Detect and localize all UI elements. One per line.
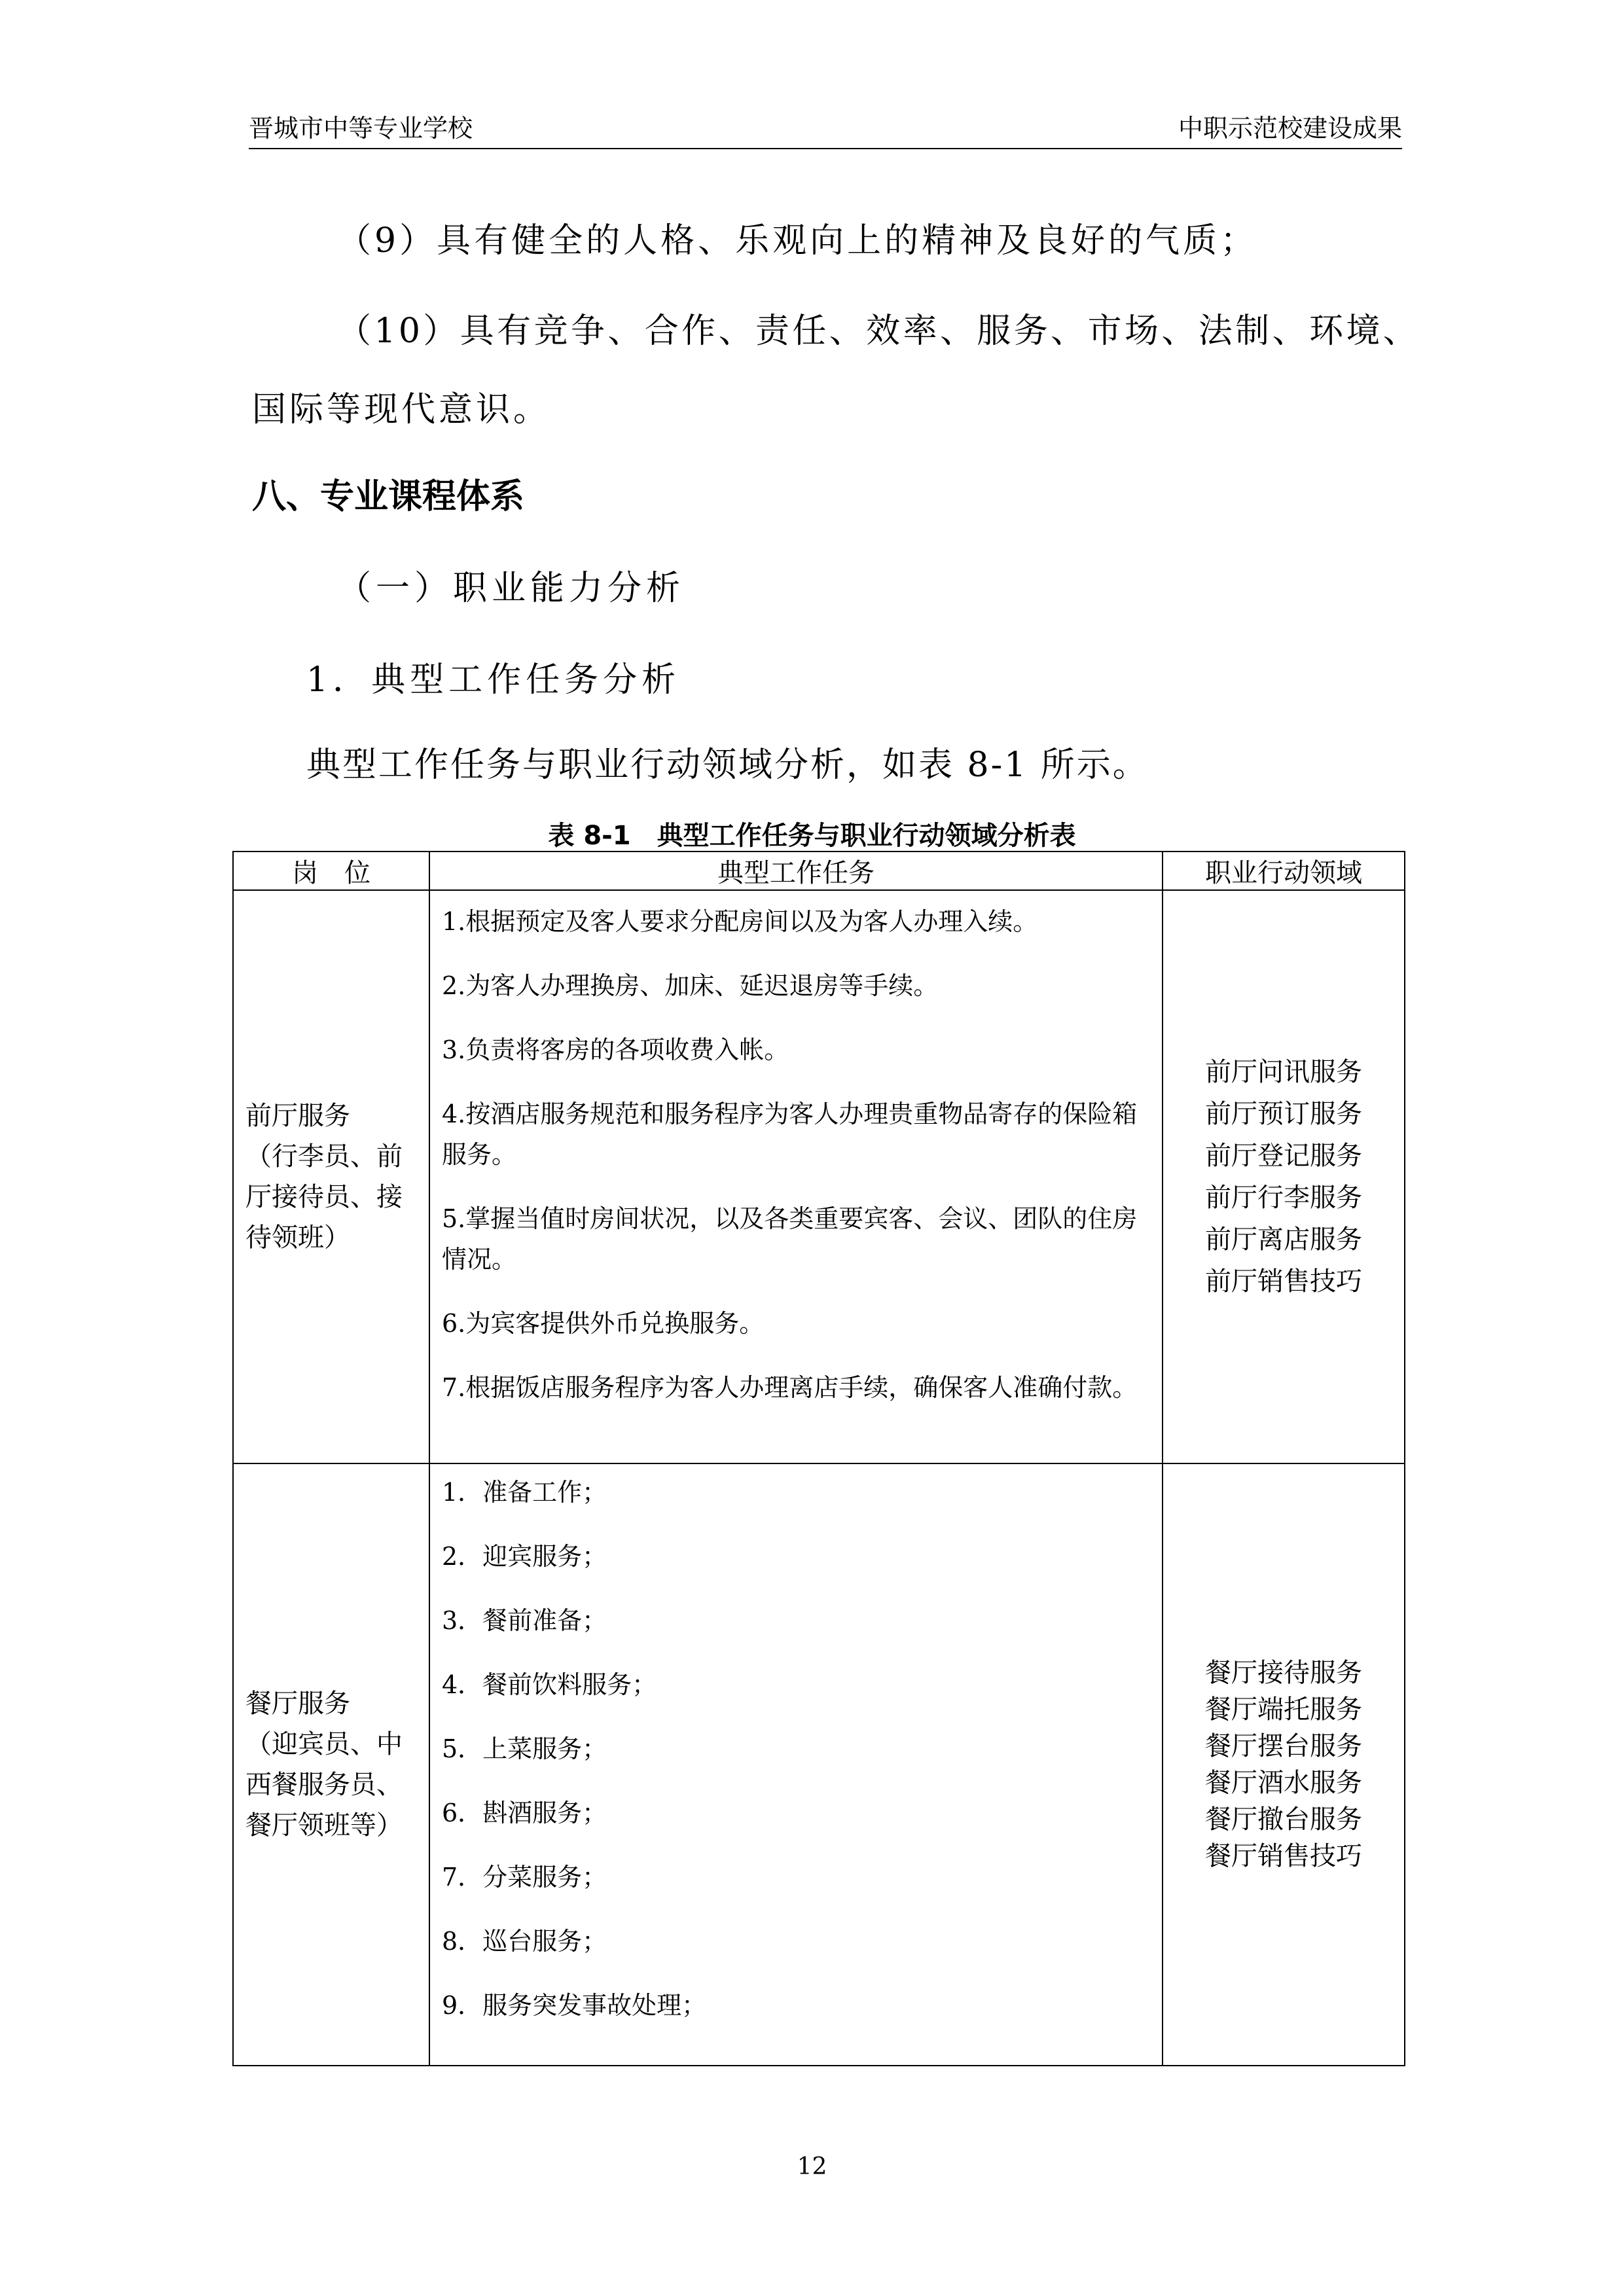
task-item: 5．上菜服务； xyxy=(442,1734,607,1763)
task-item: 7．分菜服务； xyxy=(442,1863,607,1892)
post-detail: 西餐服务员、 xyxy=(245,1770,403,1800)
field-item: 餐厅撤台服务 xyxy=(1205,1804,1362,1835)
table-header-row xyxy=(233,852,1405,890)
post-detail: （迎宾员、中 xyxy=(245,1729,403,1759)
header-tasks: 典型工作任务 xyxy=(429,852,1163,890)
section-heading: 八、专业课程体系 xyxy=(252,477,525,516)
task-item: 3．餐前准备； xyxy=(442,1606,607,1635)
post-cell xyxy=(233,1463,429,2066)
table-row xyxy=(233,1463,1405,2066)
field-item: 餐厅端托服务 xyxy=(1205,1695,1362,1725)
paragraph-item-10-line-1: （10）具有竞争、合作、责任、效率、服务、市场、法制、环境、 xyxy=(337,312,1420,351)
header-post: 岗 位 xyxy=(233,852,429,890)
task-item: 4．餐前饮料服务； xyxy=(442,1670,657,1699)
table-reference-paragraph: 典型工作任务与职业行动领域分析，如表 8-1 所示。 xyxy=(306,745,1149,785)
subsection-heading: （一）职业能力分析 xyxy=(337,569,685,608)
task-item: 4.按酒店服务规范和服务程序为客人办理贵重物品寄存的保险箱服务。 xyxy=(442,1100,1138,1169)
task-item: 3.负责将客房的各项收费入帐。 xyxy=(442,1035,789,1064)
task-item: 2.为客人办理换房、加床、延迟退房等手续。 xyxy=(442,971,939,1000)
field-item: 餐厅酒水服务 xyxy=(1205,1768,1362,1798)
page-number: 12 xyxy=(797,2153,827,2180)
fields-cell xyxy=(1163,1463,1405,2066)
field-item: 餐厅接待服务 xyxy=(1205,1658,1362,1688)
post-cell xyxy=(233,890,429,1463)
post-detail: 待领班） xyxy=(245,1223,350,1253)
field-item: 餐厅销售技巧 xyxy=(1205,1841,1362,1871)
post-detail: （行李员、前 xyxy=(245,1141,403,1172)
field-item: 餐厅摆台服务 xyxy=(1205,1731,1362,1761)
tasks-cell xyxy=(429,890,1163,1463)
field-item: 前厅销售技巧 xyxy=(1205,1266,1362,1297)
header-school-name: 晋城市中等专业学校 xyxy=(249,114,473,143)
sub-subsection-heading: 1．典型工作任务分析 xyxy=(306,660,681,700)
task-item: 1．准备工作； xyxy=(442,1478,607,1507)
task-item: 1.根据预定及客人要求分配房间以及为客人办理入续。 xyxy=(442,907,1038,936)
field-item: 前厅离店服务 xyxy=(1205,1225,1362,1255)
table-row xyxy=(233,890,1405,1463)
field-item: 前厅行李服务 xyxy=(1205,1183,1362,1213)
tasks-cell xyxy=(429,1463,1163,2066)
task-item: 2．迎宾服务； xyxy=(442,1542,607,1571)
paragraph-item-10-line-2: 国际等现代意识。 xyxy=(252,390,551,429)
paragraph-item-9: （9）具有健全的人格、乐观向上的精神及良好的气质； xyxy=(337,221,1258,260)
post-detail: 餐厅领班等） xyxy=(245,1810,403,1840)
field-item: 前厅问讯服务 xyxy=(1205,1057,1362,1087)
task-item: 7.根据饭店服务程序为客人办理离店手续，确保客人准确付款。 xyxy=(442,1373,1138,1402)
header-document-title: 中职示范校建设成果 xyxy=(1178,114,1402,143)
table-caption: 表 8-1 典型工作任务与职业行动领域分析表 xyxy=(548,821,1076,851)
task-item: 8．巡台服务； xyxy=(442,1927,607,1956)
task-analysis-table xyxy=(232,851,1405,2066)
post-name: 前厅服务 xyxy=(245,1101,350,1131)
header-fields: 职业行动领域 xyxy=(1163,852,1405,890)
task-item: 5.掌握当值时房间状况，以及各类重要宾客、会议、团队的住房情况。 xyxy=(442,1204,1138,1274)
post-detail: 厅接待员、接 xyxy=(245,1182,403,1212)
field-item: 前厅登记服务 xyxy=(1205,1141,1362,1171)
task-item: 6.为宾客提供外币兑换服务。 xyxy=(442,1309,765,1338)
post-name: 餐厅服务 xyxy=(245,1689,350,1719)
task-item: 9．服务突发事故处理； xyxy=(442,1991,707,2020)
fields-cell xyxy=(1163,890,1405,1463)
page-header xyxy=(249,110,1402,149)
task-item: 6．斟酒服务； xyxy=(442,1799,607,1827)
field-item: 前厅预订服务 xyxy=(1205,1099,1362,1129)
